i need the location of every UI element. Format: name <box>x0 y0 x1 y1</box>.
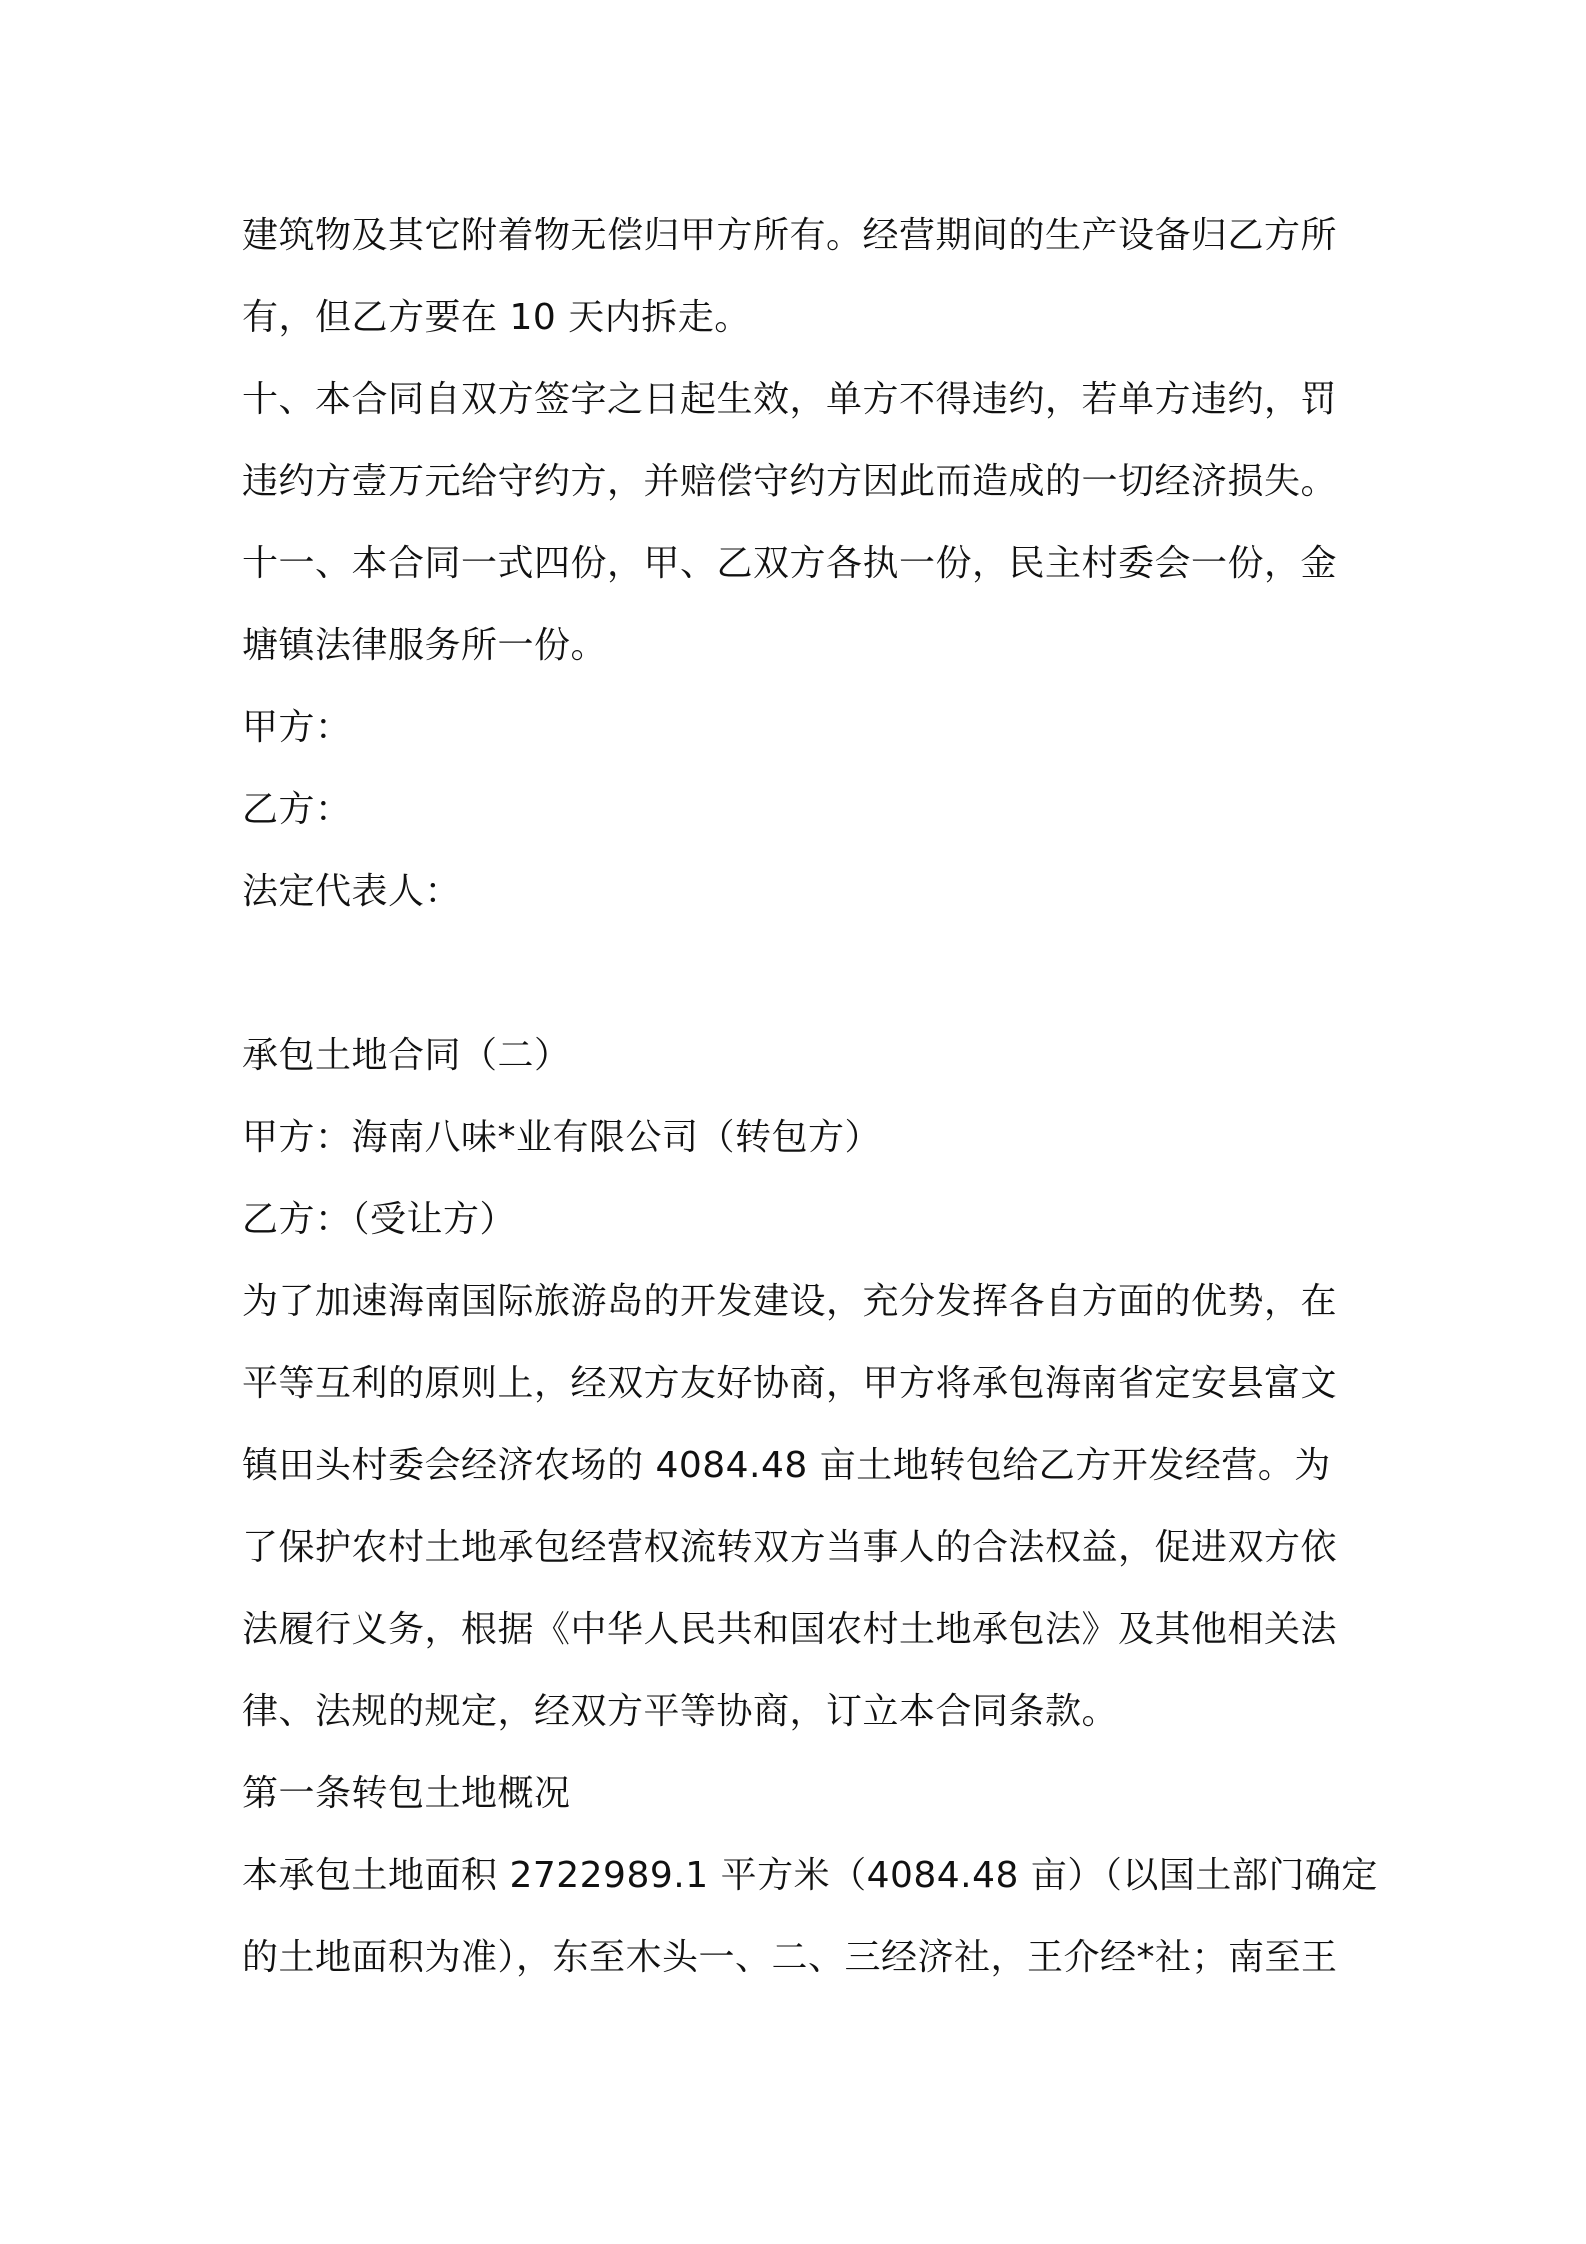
party-b-signature-label: 乙方： <box>242 789 352 830</box>
preamble-line: 为了加速海南国际旅游岛的开发建设，充分发挥各自方面的优势，在 <box>242 1281 1338 1322</box>
clause-eleven: 十一、本合同一式四份，甲、乙双方各执一份，民主村委会一份，金 <box>242 543 1338 584</box>
article-one-heading: 第一条转包土地概况 <box>242 1773 571 1814</box>
preamble-line: 平等互利的原则上，经双方友好协商，甲方将承包海南省定安县富文 <box>242 1363 1338 1404</box>
text-line: 违约方壹万元给守约方，并赔偿守约方因此而造成的一切经济损失。 <box>242 461 1338 502</box>
preamble-line: 律、法规的规定，经双方平等协商，订立本合同条款。 <box>242 1691 1119 1732</box>
party-b-line: 乙方：（受让方） <box>242 1199 517 1240</box>
document-body <box>242 195 1378 1999</box>
legal-representative-label: 法定代表人： <box>242 871 462 912</box>
preamble-line: 了保护农村土地承包经营权流转双方当事人的合法权益，促进双方依 <box>242 1527 1338 1568</box>
text-line: 塘镇法律服务所一份。 <box>242 625 608 666</box>
preamble-line: 法履行义务，根据《中华人民共和国农村土地承包法》及其他相关法 <box>242 1609 1338 1650</box>
text-line: 建筑物及其它附着物无偿归甲方所有。经营期间的生产设备归乙方所 <box>242 215 1338 256</box>
article-one-line: 本承包土地面积 2722989.1 平方米（4084.48 亩）（以国土部门确定 <box>242 1855 1378 1896</box>
contract-title: 承包土地合同（二） <box>242 1035 571 1076</box>
article-one-line: 的土地面积为准），东至木头一、二、三经济社，王介经*社；南至王 <box>242 1937 1338 1978</box>
party-a-line: 甲方：海南八味*业有限公司（转包方） <box>242 1117 882 1158</box>
section-spacer <box>242 933 1357 1015</box>
preamble-line: 镇田头村委会经济农场的 4084.48 亩土地转包给乙方开发经营。为 <box>242 1445 1331 1486</box>
clause-ten: 十、本合同自双方签字之日起生效，单方不得违约，若单方违约，罚 <box>242 379 1338 420</box>
text-line: 有，但乙方要在 10 天内拆走。 <box>242 297 751 338</box>
party-a-signature-label: 甲方： <box>242 707 352 748</box>
